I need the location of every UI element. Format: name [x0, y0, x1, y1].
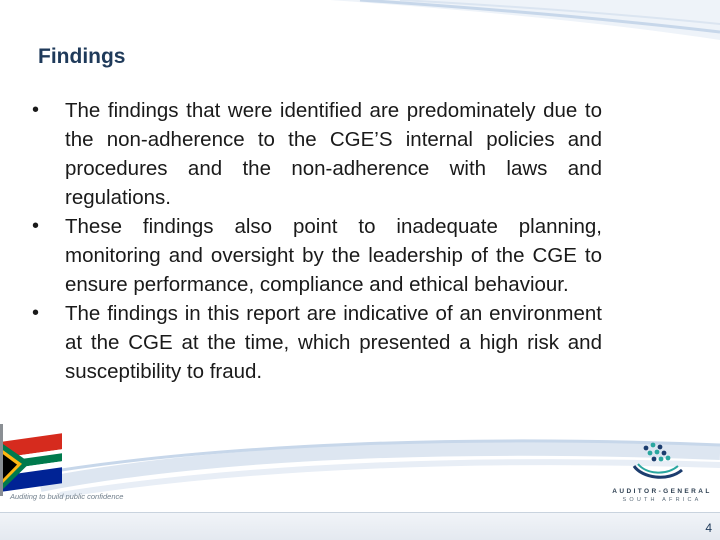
- org-country: SOUTH AFRICA: [622, 497, 702, 503]
- bullet-dot-icon: •: [32, 99, 40, 121]
- bullet-text: The findings in this report are indicative of an environment at the CGE at the time, which presented a high risk and susceptibility to fraud.: [65, 302, 602, 383]
- page-number: 4: [705, 521, 712, 535]
- bullet-dot-icon: •: [32, 302, 40, 324]
- bullet-item: [30, 212, 602, 299]
- bullet-dot-icon: •: [32, 215, 40, 237]
- bullet-item: [30, 96, 602, 212]
- auditor-general-logo-icon: [628, 440, 688, 482]
- bullet-item: [30, 299, 602, 386]
- bullet-list: [30, 96, 602, 386]
- south-africa-flag-icon: [0, 424, 66, 496]
- bullet-text: These findings also point to inadequate planning, monitoring and oversight by the leadership of the CGE to ensure performance, compliance and ethical behaviour.: [65, 215, 602, 296]
- org-name: AUDITOR-GENERAL: [612, 488, 712, 495]
- tagline: Auditing to build public confidence: [10, 492, 124, 501]
- bullet-text: The findings that were identified are predominately due to the non-adherence to the CGE’S internal policies and procedures and the non-adherence with laws and regulations.: [65, 99, 602, 209]
- footer-bar: [0, 512, 720, 540]
- slide-title: Findings: [38, 45, 126, 68]
